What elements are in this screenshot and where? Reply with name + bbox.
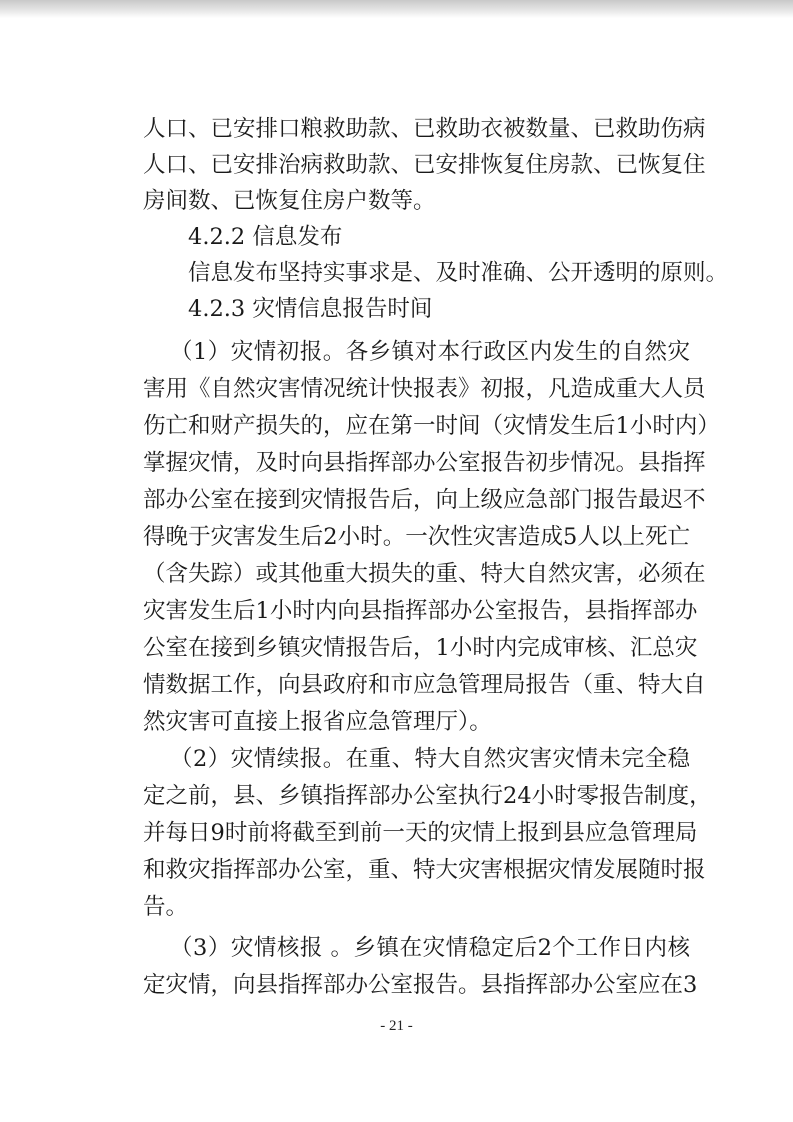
body-text-line: （3）灾情核报 。乡镇在灾情稳定后2个工作日内核 bbox=[170, 935, 690, 961]
body-text-line: 然灾害可直接上报省应急管理厅）。 bbox=[143, 709, 492, 735]
body-text-line: （1）灾情初报。各乡镇对本行政区内发生的自然灾 bbox=[170, 339, 690, 365]
section-heading-4-2-2: 4.2.2 信息发布 bbox=[188, 224, 343, 250]
body-text-line: 害用《自然灾害情况统计快报表》初报，凡造成重大人员 bbox=[143, 376, 706, 402]
page-number: - 21 - bbox=[380, 1018, 413, 1034]
body-text-line: （2）灾情续报。在重、特大自然灾害灾情未完全稳 bbox=[170, 746, 690, 772]
section-heading-4-2-3: 4.2.3 灾情信息报告时间 bbox=[188, 296, 433, 322]
body-text-line: 部办公室在接到灾情报告后，向上级应急部门报告最迟不 bbox=[143, 487, 706, 513]
body-text-line: 灾害发生后1小时内向县指挥部办公室报告，县指挥部办 bbox=[143, 598, 698, 624]
body-text-line: 人口、已安排治病救助款、已安排恢复住房款、已恢复住 bbox=[143, 152, 706, 178]
body-text-line: 并每日9时前将截至到前一天的灾情上报到县应急管理局 bbox=[143, 820, 698, 846]
body-text-line: 情数据工作，向县政府和市应急管理局报告（重、特大自 bbox=[143, 672, 706, 698]
body-text-line: 和救灾指挥部办公室，重、特大灾害根据灾情发展随时报 bbox=[143, 857, 706, 883]
body-text-line: 房间数、已恢复住房户数等。 bbox=[143, 188, 436, 214]
body-text-line: 定之前，县、乡镇指挥部办公室执行24小时零报告制度， bbox=[143, 783, 712, 809]
body-text-line: 定灾情，向县指挥部办公室报告。县指挥部办公室应在3 bbox=[143, 972, 698, 998]
body-text-line: （含失踪）或其他重大损失的重、特大自然灾害，必须在 bbox=[143, 561, 706, 587]
body-text-line: 得晚于灾害发生后2小时。一次性灾害造成5人以上死亡 bbox=[143, 524, 690, 550]
body-text-line: 人口、已安排口粮救助款、已救助衣被数量、已救助伤病 bbox=[143, 116, 706, 142]
body-text-line: 信息发布坚持实事求是、及时准确、公开透明的原则。 bbox=[188, 260, 729, 286]
body-text-line: 公室在接到乡镇灾情报告后，1小时内完成审核、汇总灾 bbox=[143, 635, 698, 661]
body-text-line: 伤亡和财产损失的，应在第一时间（灾情发生后1小时内） bbox=[143, 413, 720, 439]
body-text-line: 掌握灾情，及时向县指挥部办公室报告初步情况。县指挥 bbox=[143, 450, 706, 476]
body-text-line: 告。 bbox=[143, 894, 189, 920]
